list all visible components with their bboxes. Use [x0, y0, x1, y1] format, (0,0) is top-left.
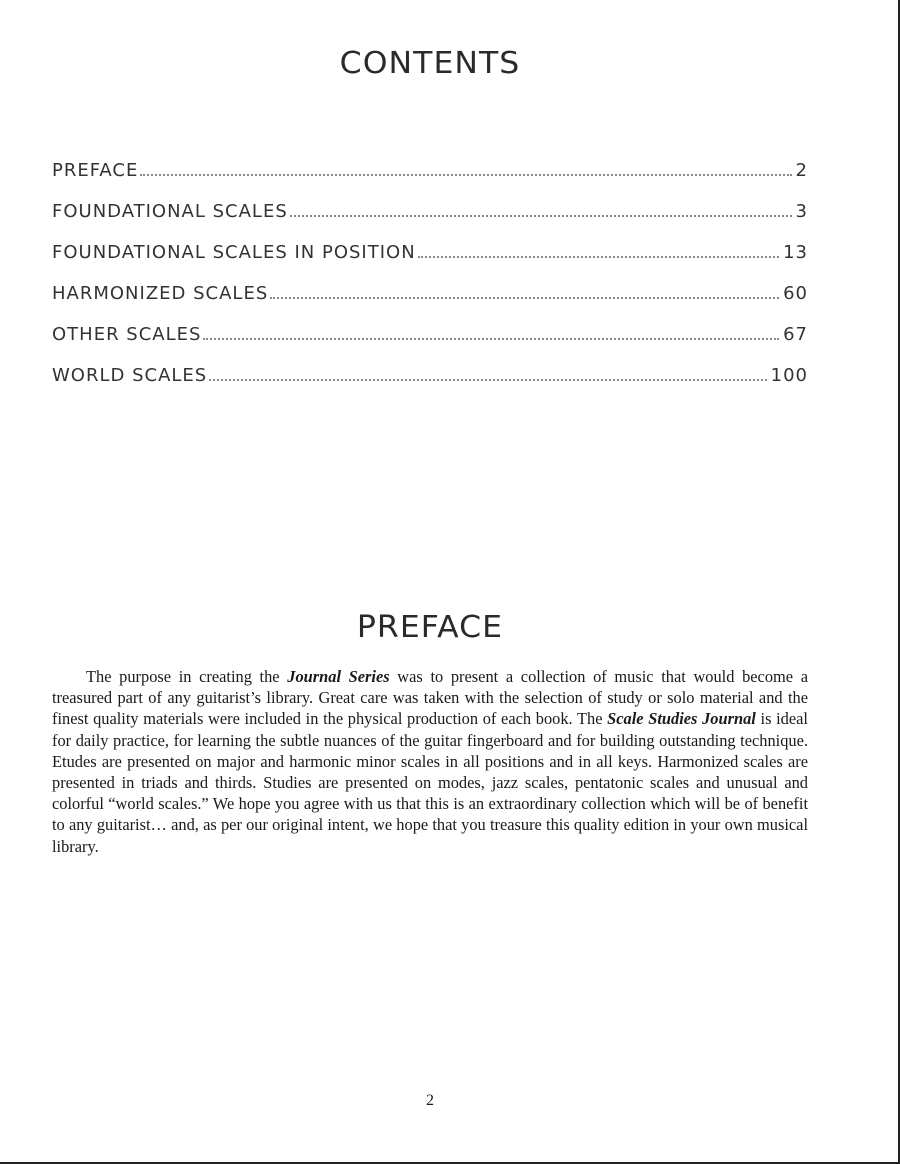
toc-entry-page: 67: [783, 324, 808, 345]
dot-leader: [209, 378, 766, 381]
dot-leader: [418, 255, 779, 258]
series-name: Journal Series: [287, 667, 390, 686]
dot-leader: [203, 337, 779, 340]
dot-leader: [270, 296, 779, 299]
toc-entry-label: HARMONIZED SCALES: [52, 283, 269, 304]
dot-leader: [290, 214, 792, 217]
toc-entry-harmonized-scales[interactable]: [52, 263, 808, 304]
contents-title: CONTENTS: [339, 46, 521, 81]
preface-text-part: is ideal for daily practice, for learning the subtle nuances of the guitar fingerboard and for building outstanding technique. Etudes are presented on major and harmonic minor scales in all positions and in all keys. Harmonized scales are presented in triads and thirds. Studies are presented on modes, jazz scales, pentatonic scales and unusual and colorful “world scales.” We hope you agree with us that this is an extraordinary collection which will be of benefit to any guitarist… and, as per our original intent, we hope that you treasure this quality edition in your own musical library.: [52, 709, 808, 856]
toc-entry-page: 2: [795, 160, 808, 181]
table-of-contents: [52, 140, 808, 386]
toc-entry-foundational-scales[interactable]: [52, 181, 808, 222]
page-number: 2: [426, 1092, 434, 1109]
toc-entry-page: 60: [783, 283, 808, 304]
preface-title: PREFACE: [356, 610, 504, 645]
toc-entry-label: FOUNDATIONAL SCALES: [52, 201, 288, 222]
toc-entry-label: FOUNDATIONAL SCALES IN POSITION: [52, 242, 416, 263]
toc-entry-page: 100: [770, 365, 808, 386]
toc-entry-foundational-scales-in-position[interactable]: [52, 222, 808, 263]
toc-entry-page: 3: [795, 201, 808, 222]
dot-leader: [140, 173, 791, 176]
toc-entry-world-scales[interactable]: [52, 345, 808, 386]
preface-paragraph: [52, 666, 808, 857]
preface-text-part: The purpose in creating the: [86, 667, 288, 686]
toc-entry-label: PREFACE: [52, 160, 139, 181]
toc-entry-page: 13: [783, 242, 808, 263]
book-name: Scale Studies Journal: [607, 709, 756, 729]
toc-entry-label: WORLD SCALES: [52, 365, 208, 386]
toc-entry-label: OTHER SCALES: [52, 324, 202, 345]
toc-entry-preface[interactable]: [52, 140, 808, 181]
toc-entry-other-scales[interactable]: [52, 304, 808, 345]
preface-text-part: was to present a collection of music that would become a treasured part of any guitarist’s library. Great care was taken with the selection of study or solo material and the finest quality materials were included in the physical production of each book. The: [52, 667, 808, 729]
